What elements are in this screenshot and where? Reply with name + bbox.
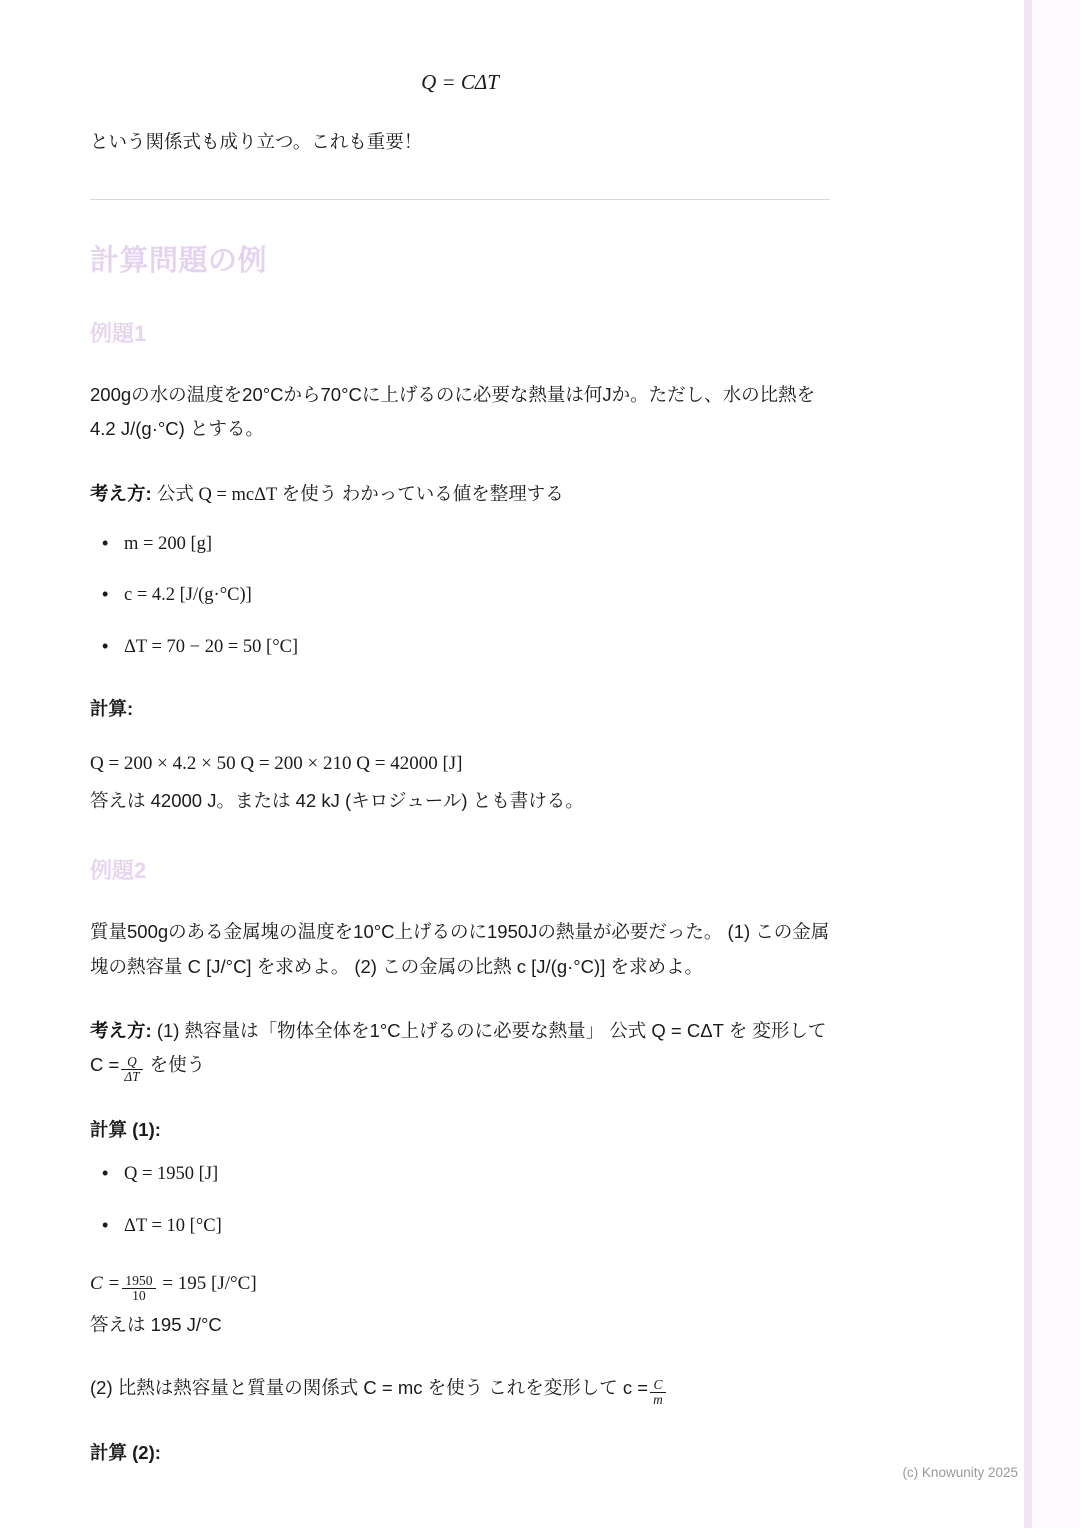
list-item: • m = 200 [g] (124, 530, 830, 560)
example2-calc1-prefix: C = (90, 1273, 121, 1295)
list-item: • Q = 1950 [J] (124, 1160, 830, 1190)
list-item: • ΔT = 10 [°C] (124, 1212, 830, 1242)
example1-calc-label: 計算: (90, 697, 134, 719)
example2-problem: 質量500gのある金属塊の温度を10°C上げるのに1950Jの熱量が必要だった。 (1) この金属塊の熱容量 C [J/°C] を求めよ。 (2) この金属の比熱 c [J/(g·°C)] を求めよ。 (90, 921, 830, 977)
fraction-numerator: C (653, 1376, 663, 1392)
example2-approach (90, 1014, 830, 1084)
top-formula-text: Q = CΔT (421, 70, 499, 94)
example1-calc-line: Q = 200 × 4.2 × 50 Q = 200 × 210 Q = 42000 [J] (90, 752, 463, 774)
example2-calc1-line (90, 1269, 830, 1303)
fraction-numerator: Q (127, 1054, 137, 1070)
fraction-denominator: m (650, 1392, 666, 1407)
example1-approach (90, 477, 830, 512)
fraction-denominator: 10 (122, 1288, 155, 1303)
example2-calc1-suffix: = 195 [J/°C] (162, 1273, 257, 1295)
example2-bullet-list (90, 1160, 830, 1241)
top-formula (90, 70, 830, 95)
example2-approach-label: 考え方: (90, 1019, 152, 1041)
section-divider (90, 199, 830, 200)
example1-approach-text: 公式 Q = mcΔT を使う わかっている値を整理する (156, 484, 564, 505)
footer-credit: (c) Knowunity 2025 (902, 1465, 1018, 1480)
example2-approach-text-2: 変形して C = (90, 1019, 827, 1076)
fraction-numerator: 1950 (125, 1272, 153, 1288)
example2-calc2-label: 計算 (2): (90, 1441, 161, 1463)
page-edge-accent-line (1024, 0, 1032, 1528)
intro-paragraph: という関係式も成り立つ。これも重要！ (90, 131, 423, 152)
list-item: • ΔT = 70 − 20 = 50 [°C] (124, 633, 830, 663)
example2-approach-text-1: (1) 熱容量は「物体全体を1°C上げるのに必要な熱量」 公式 Q = CΔT を (156, 1019, 748, 1041)
document-content (90, 0, 830, 1465)
example2-answer1-line: 答えは 195 J/°C (90, 1314, 222, 1336)
list-item: • c = 4.2 [J/(g·°C)] (124, 581, 830, 611)
example2-approach-fraction (121, 1055, 142, 1084)
section-title: 計算問題の例 (90, 245, 268, 278)
example2-part2-text (90, 1371, 830, 1407)
example1-answer-line: 答えは 42000 J。または 42 kJ (キロジュール) とも書ける。 (90, 790, 584, 812)
example2-approach-text-3: を使う (149, 1054, 206, 1076)
fraction-denominator: ΔT (121, 1069, 142, 1084)
example2-heading: 例題2 (90, 858, 147, 884)
example2-calc1-fraction (122, 1274, 155, 1304)
example1-bullet-list (90, 530, 830, 663)
example2-part2-fraction (650, 1378, 666, 1407)
example2-calc1-label: 計算 (1): (90, 1119, 161, 1141)
page-edge-strip (1032, 0, 1080, 1528)
example1-heading: 例題1 (90, 321, 147, 347)
example1-approach-label: 考え方: (90, 482, 152, 504)
example2-part2-text-1: (2) 比熱は熱容量と質量の関係式 C = mc を使う これを変形して c = (90, 1376, 649, 1398)
example1-problem: 200gの水の温度を20°Cから70°Cに上げるのに必要な熱量は何Jか。ただし、水の比熱を4.2 J/(g·°C) とする。 (90, 384, 816, 440)
